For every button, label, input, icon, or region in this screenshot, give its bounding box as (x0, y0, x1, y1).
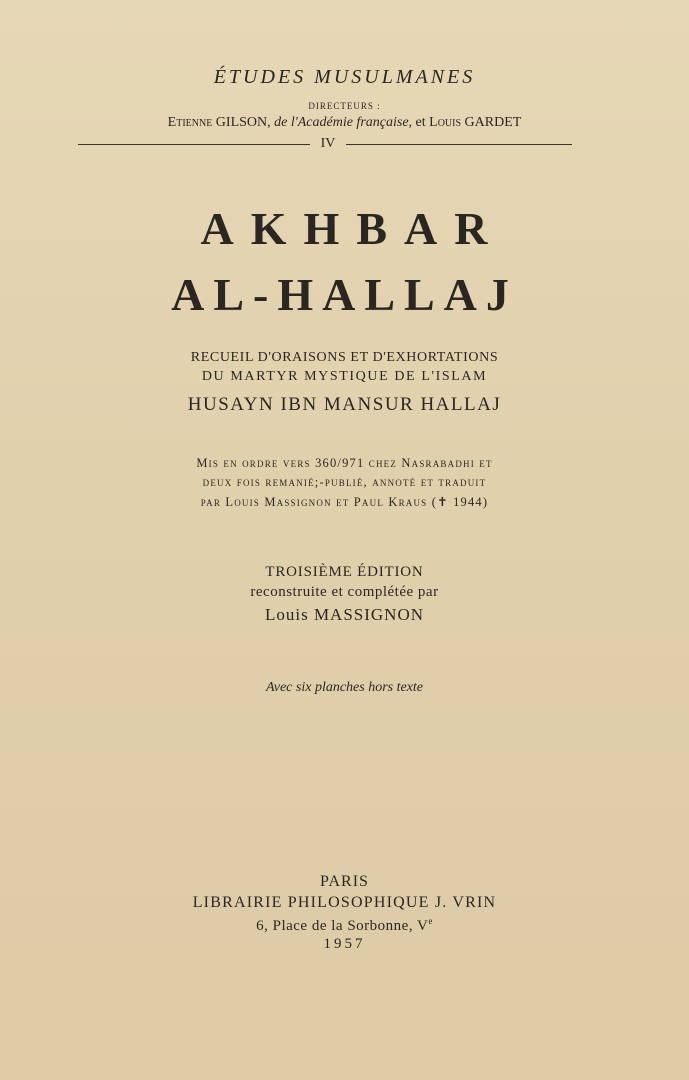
volume-rule (78, 136, 572, 154)
edition-line: TROISIÈME ÉDITION (265, 564, 424, 580)
compilation-line3: par Louis Massignon et Paul Kraus (✝ 1944) (200, 495, 489, 509)
publisher-name: LIBRAIRIE PHILOSOPHIQUE J. VRIN (192, 894, 497, 911)
directors-label: DIRECTEURS : (308, 101, 381, 111)
subtitle-line2: DU MARTYR MYSTIQUE DE L'ISLAM (201, 369, 488, 384)
edition-reconstruction: reconstruite et complétée par (250, 584, 439, 600)
main-title-line2: AL-HALLAJ (171, 269, 518, 320)
compilation-line2: deux fois remanié;-publié, annoté et traduit (202, 475, 487, 489)
and-word: et (415, 115, 426, 130)
publisher-address (0, 916, 689, 935)
address-superscript: e (428, 916, 433, 926)
director1-affiliation: de l'Académie française, (274, 115, 413, 130)
series-title: ÉTUDES MUSULMANES (213, 66, 476, 88)
rule-right (346, 144, 572, 145)
plates-note: Avec six planches hors texte (265, 680, 424, 695)
rule-left (78, 144, 310, 145)
volume-number: IV (320, 136, 336, 151)
subtitle-line1: RECUEIL D'ORAISONS ET D'EXHORTATIONS (190, 350, 499, 365)
publisher-city: PARIS (320, 873, 369, 890)
publication-year: 1957 (323, 936, 366, 952)
directors-line (0, 115, 689, 131)
edition-author: Louis MASSIGNON (264, 605, 425, 624)
director2-name: Louis GARDET (429, 115, 522, 130)
director1-name: Etienne GILSON, (167, 115, 271, 130)
subject-name: HUSAYN IBN MANSUR HALLAJ (187, 394, 502, 415)
main-title-line1: AKHBAR (200, 203, 505, 254)
address-text: 6, Place de la Sorbonne, V (256, 918, 429, 934)
compilation-line1: Mis en ordre vers 360/971 chez Nasrabadhi et (196, 456, 493, 470)
